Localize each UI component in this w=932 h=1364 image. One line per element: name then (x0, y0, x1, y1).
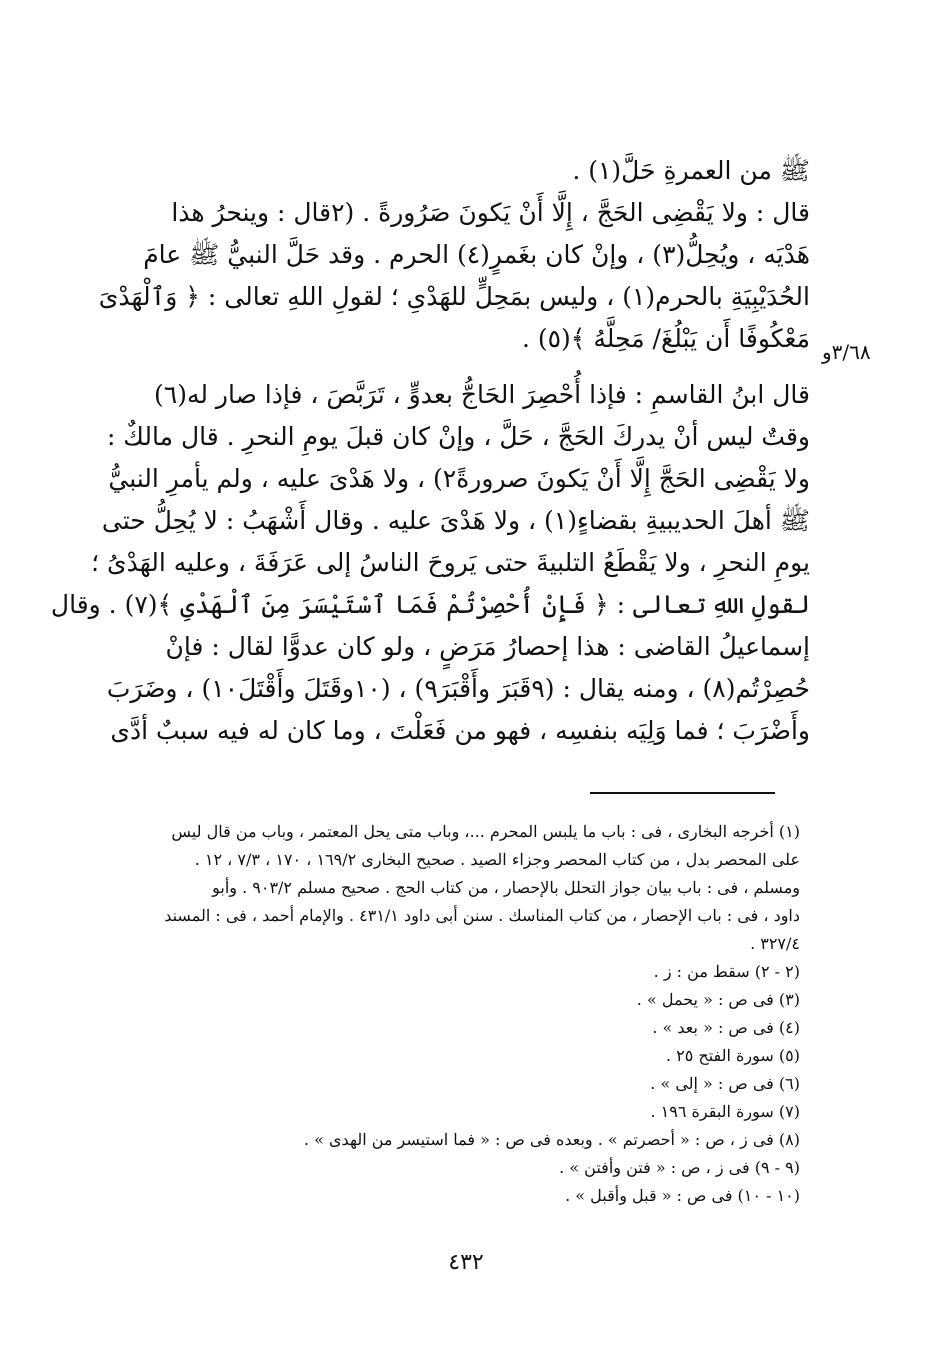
text-line: ولا يَقْضِى الحَجَّ إِلَّا أَنْ يَكونَ صرورةً٢) ، ولا هَدْىَ عليه ، ولم يأمرِ النبيُّ (108, 464, 810, 493)
text-line: قال : ولا يَقْضِى الحَجَّ ، إِلَّا أَنْ يَكونَ صَرُورةً . (٢قال : وينحرُ هذا (171, 198, 810, 227)
page-number: ٤٣٢ (448, 1250, 484, 1275)
footnotes (110, 818, 800, 1210)
footnote-line: ومسلم ، فى : باب بيان جواز التحلل بالإحصار ، من كتاب الحج . صحيح مسلم ٩٠٣/٢ . وأبو (212, 878, 800, 897)
footnote-line: (٦) فى ص : « إلى » . (650, 1074, 800, 1093)
footnote-separator (590, 792, 775, 794)
footnote-line: (٩ - ٩) فى ز ، ص : « فتن وأفتن » . (559, 1158, 800, 1177)
text-line: ﷺ أهلَ الحديبيةِ بقضاءٍ(١) ، ولا هَدْىَ عليه . وقال أَشْهَبُ : لا يُحِلُّ حتى (101, 506, 810, 535)
text-line: إسماعيلُ القاضى : هذا إحصارُ مَرَضٍ ، ولو كان عدوًّا لقال : فإنْ (165, 632, 810, 661)
text-line: مَعْكُوفًا أَن يَبْلُغَ/ مَحِلَّهُ ﴾(٥) . (521, 324, 810, 353)
text-line: وأَضْرَبَ ؛ فما وَلِيَه بنفسِه ، فهو من فَعَلْتَ ، وما كان له فيه سببٌ أدَّى (110, 716, 810, 745)
footnote-line: (٨) فى ز ، ص : « أحصرتم » . وبعده فى ص : « فما استيسر من الهدى » . (303, 1130, 800, 1149)
footnote-line: على المحصر بدل ، من كتاب المحصر وجزاء الصيد . صحيح البخارى ١٦٩/٢ ، ١٧٠ ، ٧/٣ ، ١٢ . (194, 850, 800, 869)
manuscript-folio-reference: ٣/٦٨و (822, 340, 871, 364)
text-line: يومِ النحرِ ، ولا يَقْطَعُ التلبيةَ حتى يَروحَ الناسُ إلى عَرَفَةَ ، وعليه الهَدْىُ ؛ (91, 548, 810, 577)
footnote-line: (٣) فى ص : « يحمل » . (636, 990, 800, 1009)
text-line: لقولِ اللهِ تعالى : ﴿ فَإِنْ أُحْصِرْتُمْ فَمَا ٱسْتَيْسَرَ مِنَ ٱلْهَدْىِ ﴾(٧) . وقال (50, 590, 810, 619)
main-text (50, 150, 810, 752)
text-line: ﷺ من العمرةِ حَلَّ(١) . (572, 156, 810, 185)
footnote-line: ٣٢٧/٤ . (750, 934, 800, 953)
text-line: هَدْيَه ، ويُحِلُّ(٣) ، وإنْ كان بغَمرٍ(٤) الحرم . وقد حَلَّ النبيُّ ﷺ عامَ (143, 240, 810, 269)
text-line: قال ابنُ القاسمِ : فإذا أُحْصِرَ الحَاجُّ بعدوٍّ ، تَرَبَّصَ ، فإذا صار له(٦) (153, 380, 810, 409)
paragraph-gap (120, 360, 810, 374)
text-line: الحُدَيْبِيَةِ بالحرم(١) ، وليس بمَحِلٍّ للهَدْىِ ؛ لقولِ اللهِ تعالى : ﴿ وَٱلْهَدْىَ (98, 282, 810, 311)
footnote-line: (٥) سورة الفتح ٢٥ . (665, 1046, 800, 1065)
footnote-line: (٢ - ٢) سقط من : ز . (653, 962, 800, 981)
text-line: حُصِرْتُم(٨) ، ومنه يقال : (٩قَبَرَ وأَقْبَرَ٩) ، (١٠وقَتَلَ وأَقْتَلَ١٠) ، وضَرَبَ (106, 674, 810, 703)
footnote-line: (٤) فى ص : « بعد » . (652, 1018, 800, 1037)
footnote-line: (١) أخرجه البخارى ، فى : باب ما يلبس المحرم ...، وباب متى يحل المعتمر ، وباب من قال ليس (171, 822, 800, 841)
footnote-line: داود ، فى : باب الإحصار ، من كتاب المناسك . سنن أبى داود ٤٣١/١ . والإمام أحمد ، فى : المسند (164, 906, 800, 925)
footnote-line: (١٠ - ١٠) فى ص : « قبل وأقبل » . (565, 1186, 800, 1205)
footnote-line: (٧) سورة البقرة ١٩٦ . (650, 1102, 800, 1121)
text-line: وقتٌ ليس أنْ يدركَ الحَجَّ ، حَلَّ ، وإنْ كان قبلَ يومِ النحرِ . قال مالكٌ : (106, 422, 810, 451)
